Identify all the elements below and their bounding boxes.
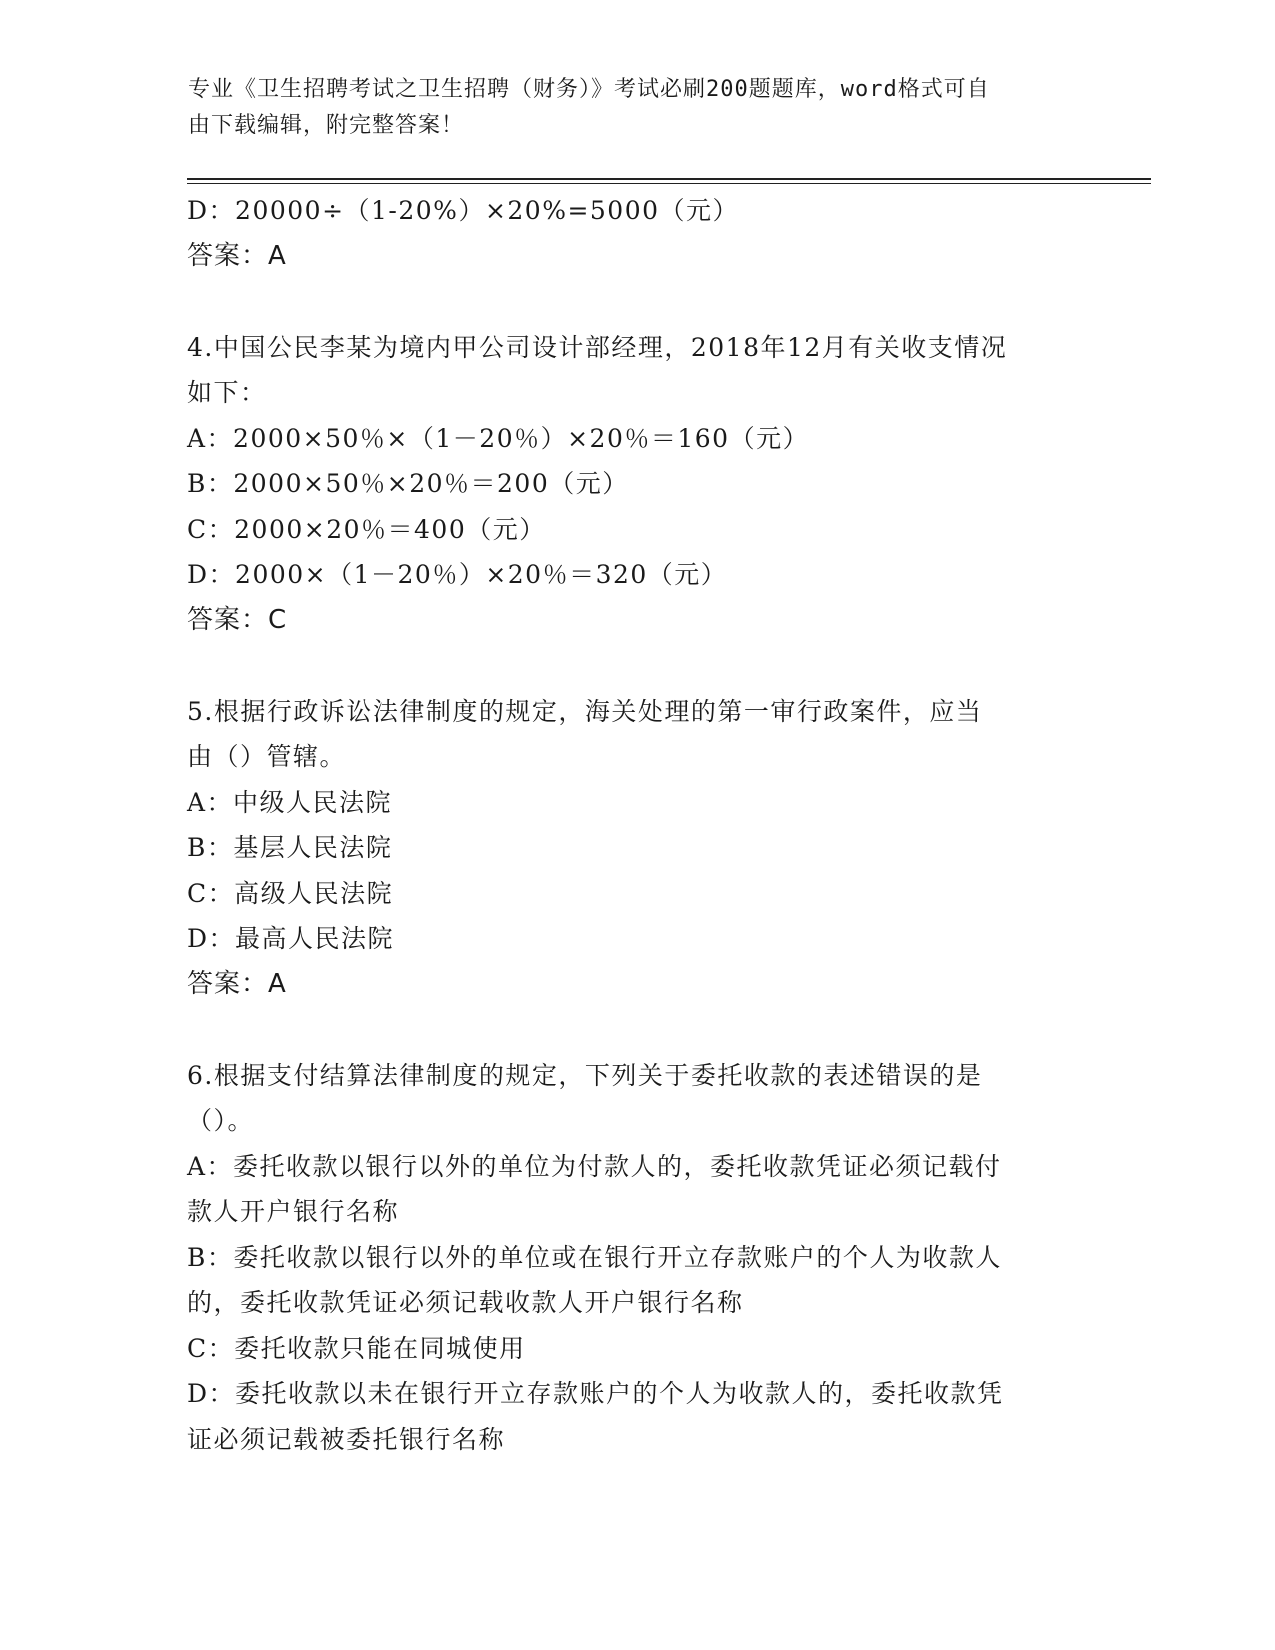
option-b-cont: 的，委托收款凭证必须记载收款人开户银行名称	[187, 1288, 744, 1317]
header-line-1: 专业《卫生招聘考试之卫生招聘（财务）》考试必刷200题题库，word格式可自	[188, 77, 990, 102]
question-stem-cont: （）。	[187, 1106, 255, 1135]
spacer	[187, 1007, 1087, 1053]
option-d: D：最高人民法院	[187, 924, 395, 953]
option-d: D：2000×（1－20％）×20％＝320（元）	[187, 560, 728, 589]
option-c: C：2000×20％＝400（元）	[187, 514, 546, 544]
question-stem-cont: 由（）管辖。	[187, 742, 347, 771]
header-divider-thin	[187, 183, 1151, 184]
question-4	[187, 325, 1087, 644]
question-stem: 6.根据支付结算法律制度的规定，下列关于委托收款的表述错误的是	[187, 1060, 983, 1090]
spacer	[187, 643, 1087, 689]
question-stem: 4.中国公民李某为境内甲公司设计部经理，2018年12月有关收支情况	[187, 332, 1008, 362]
option-d-cont: 证必须记载被委托银行名称	[187, 1424, 506, 1454]
header-divider-thick	[187, 178, 1151, 180]
answer: 答案：A	[187, 968, 287, 999]
answer: 答案：A	[187, 240, 287, 271]
option-a-cont: 款人开户银行名称	[187, 1197, 400, 1226]
option-a: A：委托收款以银行以外的单位为付款人的，委托收款凭证必须记载付	[187, 1151, 1002, 1181]
option-b: B：基层人民法院	[187, 833, 393, 862]
document-body	[187, 188, 1087, 1462]
option-c: C：委托收款只能在同城使用	[187, 1333, 526, 1363]
question-5	[187, 689, 1087, 1008]
header-line-2: 由下载编辑，附完整答案！	[188, 113, 465, 138]
answer: 答案：C	[187, 604, 288, 635]
document-header	[188, 72, 1088, 144]
question-stem-cont: 如下：	[187, 378, 267, 407]
option-b: B：委托收款以银行以外的单位或在银行开立存款账户的个人为收款人	[187, 1242, 1002, 1272]
option-a: A：2000×50％×（1－20％）×20％＝160（元）	[187, 423, 810, 453]
question-stem: 5.根据行政诉讼法律制度的规定，海关处理的第一审行政案件，应当	[187, 696, 983, 726]
option-d: D：委托收款以未在银行开立存款账户的个人为收款人的，委托收款凭	[187, 1379, 1004, 1408]
option-a: A：中级人民法院	[187, 787, 393, 817]
question-6	[187, 1053, 1087, 1463]
option-d: D：20000÷（1-20%）×20%=5000（元）	[187, 196, 740, 225]
option-c: C：高级人民法院	[187, 878, 394, 908]
spacer	[187, 279, 1087, 325]
previous-question-tail	[187, 188, 1087, 279]
option-b: B：2000×50％×20％＝200（元）	[187, 469, 629, 498]
